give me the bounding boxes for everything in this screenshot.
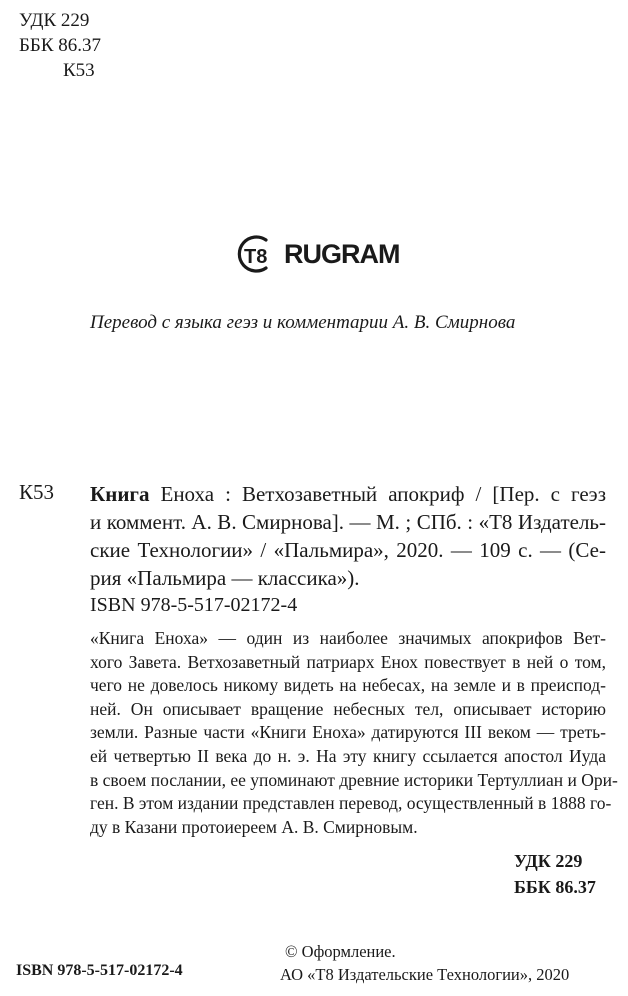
record-line-2: и коммент. А. В. Смирнова]. — М. ; СПб. : «Т8 Издатель- — [90, 510, 606, 534]
logo-circle-text: T8 — [244, 246, 268, 268]
annotation-line: «Книга Еноха» — один из наиболее значимых апокрифов Вет- — [90, 628, 606, 648]
record-line-3: ские Технологии» / «Пальмира», 2020. — 109 с. — (Се- — [90, 538, 606, 562]
annotation-line: земли. Разные части «Книги Еноха» датируются III веком — треть- — [90, 722, 606, 743]
copyright-notice — [280, 940, 569, 986]
bbk-code: ББК 86.37 — [19, 35, 101, 56]
record-title-bold: Книга — [90, 482, 150, 506]
record-line-1 — [90, 480, 606, 508]
record-line-1-rest: Еноха : Ветхозаветный апокриф / [Пер. с геэз — [149, 482, 606, 506]
bbk-code-bottom: ББК 86.37 — [514, 877, 596, 897]
t8-circle-logo-icon — [236, 234, 282, 274]
copyright-line-2: АО «Т8 Издательские Технологии», 2020 — [280, 965, 570, 984]
record-author-mark: К53 — [19, 480, 55, 504]
classification-codes — [19, 8, 101, 83]
bibliographic-record — [90, 480, 606, 592]
annotation — [90, 627, 618, 839]
annotation-line: чего не довелось никому видеть на небесах, на земле и в преиспод- — [90, 675, 606, 696]
annotation-line: ген. В этом издании представлен перевод, осуществленный в 1888 го- — [90, 793, 612, 814]
footer-isbn: ISBN 978-5-517-02172-4 — [16, 962, 183, 979]
logo-text: RUGRAM — [284, 238, 400, 269]
author-mark: К53 — [63, 60, 95, 81]
annotation-line: ней. Он описывает вращение небесных тел, описывает историю — [90, 698, 606, 719]
publisher-logo — [236, 234, 400, 274]
udk-code: УДК 229 — [19, 10, 90, 31]
copyright-line-1: © Оформление. — [285, 942, 396, 961]
udk-code-bottom: УДК 229 — [514, 851, 583, 871]
annotation-line: в своем послании, ее упоминают древние историки Тертуллиан и Ори- — [90, 769, 618, 790]
record-line-4: рия «Пальмира — классика»). — [90, 566, 360, 590]
translator-credit: Перевод с языка геэз и комментарии А. В. Смирнова — [90, 312, 516, 333]
classification-codes-bottom — [514, 848, 596, 900]
annotation-line: хого Завета. Ветхозаветный патриарх Енох повествует в ней о том, — [90, 651, 606, 672]
annotation-line: ду в Казани протоиереем А. В. Смирновым. — [90, 816, 418, 837]
annotation-line: ей четвертью II века до н. э. На эту книгу ссылается апостол Иуда — [90, 745, 606, 766]
record-isbn: ISBN 978-5-517-02172-4 — [90, 594, 298, 616]
